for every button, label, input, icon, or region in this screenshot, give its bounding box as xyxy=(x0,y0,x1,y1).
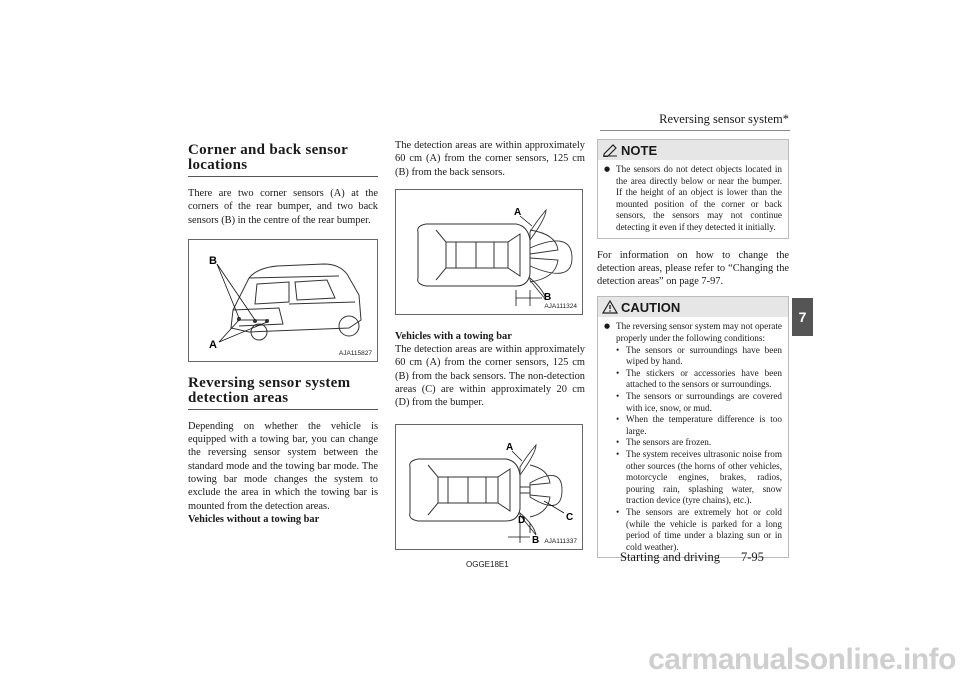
caution-header xyxy=(598,297,788,317)
paragraph: Depending on whether the vehicle is equipped with a towing bar, you can change the reversing sensor system between the standard mode and the towing bar mode. The towing bar mode changes the system to exclude the area in which the towing bar is mounted from the detection areas. xyxy=(188,420,378,512)
heading-rule xyxy=(188,409,378,410)
subheading-no-towbar: Vehicles without a towing bar xyxy=(188,513,320,525)
note-pencil-icon xyxy=(602,143,618,157)
label-b: B xyxy=(209,254,217,267)
caution-box xyxy=(597,296,789,558)
paragraph: There are two corner sensors (A) at the corners of the rear bumper, and two back sensors (B) in the centre of the rear bumper. xyxy=(188,188,378,226)
note-item: The sensors do not detect objects located in the area directly below or near the bumper. If the height of an object is lower than the mounted position of the corner or back sensors, the sensors may not continue detecting it even if they detected it initially. xyxy=(616,164,782,232)
label-c: C xyxy=(566,511,574,523)
top-view-illustration xyxy=(396,190,582,314)
label-a: A xyxy=(209,338,217,351)
paragraph: The detection areas are within approximately 60 cm (A) from the corner sensors, 125 cm (B) from the back sensors. xyxy=(395,140,585,178)
paragraph: The detection areas are within approximately 60 cm (A) from the corner sensors, 125 cm (B) from the back sensors. The non-detection areas (C) are within approximately 20 cm (D) from the bumper. xyxy=(395,344,585,409)
caution-item: The reversing sensor system may not operate properly under the following conditions: xyxy=(616,321,782,344)
caution-subitem: • The stickers or accessories have been attached to the sensors or surroundings. xyxy=(616,367,782,390)
caution-subitem: • The system receives ultrasonic noise from other sources (the horns of other vehicles, motorcycle engines, brakes, radios, pouring rain, splashing water, snow traction device (tyre chains), etc.). xyxy=(616,448,782,506)
subheading-with-towbar: Vehicles with a towing bar xyxy=(395,330,512,342)
column-1 xyxy=(188,143,378,526)
caution-subitem: • When the temperature difference is too large. xyxy=(616,414,782,436)
figure-detection-no-towbar xyxy=(395,189,583,315)
caution-subitem: • The sensors or surroundings have been wiped by hand. xyxy=(616,344,782,367)
note-title: NOTE xyxy=(621,142,658,158)
chapter-tab: 7 xyxy=(792,298,813,336)
figure-id: AJA115827 xyxy=(338,349,372,357)
label-b: B xyxy=(544,291,552,303)
caution-body xyxy=(598,317,788,557)
note-header xyxy=(598,140,788,160)
heading-sensor-locations: Corner and back sensor locations xyxy=(188,142,348,173)
rear-car-illustration xyxy=(189,240,377,361)
header-rule xyxy=(600,130,790,131)
heading-rule xyxy=(188,176,378,177)
caution-subitem: • The sensors are frozen. xyxy=(616,437,712,448)
paragraph: For information on how to change the detection areas, please refer to “Changing the detection areas” on page 7-97. xyxy=(597,249,789,288)
note-body xyxy=(598,160,788,238)
caution-title: CAUTION xyxy=(621,299,681,315)
footer-section: Starting and driving xyxy=(620,550,720,564)
label-a: A xyxy=(514,206,522,218)
label-b: B xyxy=(532,534,540,546)
caution-subitem: • The sensors or surroundings are covered with ice, snow, or mud. xyxy=(616,391,782,413)
figure-id: AJA111324 xyxy=(544,302,577,310)
page-number: 7-95 xyxy=(741,550,764,564)
heading-detection-areas: Reversing sensor system detection areas xyxy=(188,374,351,406)
figure-rear-bumper xyxy=(188,239,378,362)
label-a: A xyxy=(506,441,514,453)
column-3 xyxy=(597,139,789,558)
top-view-towbar-illustration xyxy=(396,425,582,549)
label-d: D xyxy=(518,514,526,526)
note-box xyxy=(597,139,789,239)
warning-triangle-icon xyxy=(602,300,618,314)
watermark: carmanualsonline.info xyxy=(648,643,956,676)
bullet-icon: ● xyxy=(604,165,611,173)
column-2 xyxy=(395,139,585,550)
bullet-icon: ● xyxy=(604,322,611,331)
document-code: OGGE18E1 xyxy=(466,560,509,569)
caution-subitem: • The sensors are extremely hot or cold (while the vehicle is parked for a long period of time under a blazing sun or in cold weather). xyxy=(616,506,782,552)
section-title: Reversing sensor system* xyxy=(659,112,789,126)
figure-id: AJA111337 xyxy=(544,537,577,545)
figure-detection-towbar xyxy=(395,424,583,550)
